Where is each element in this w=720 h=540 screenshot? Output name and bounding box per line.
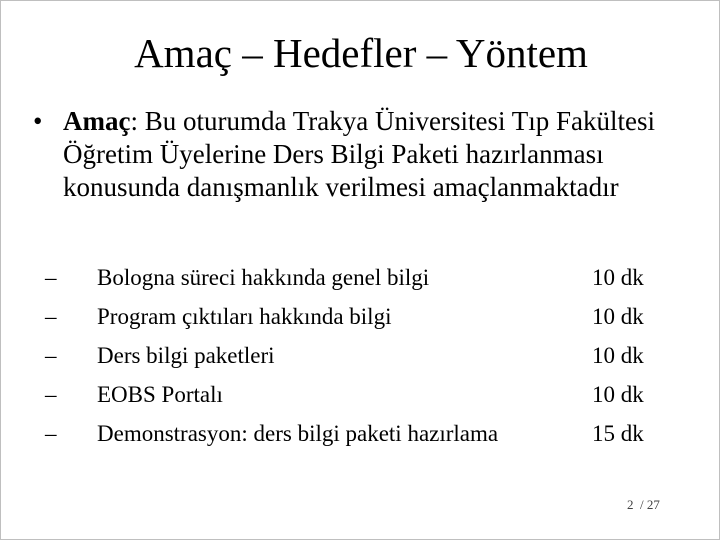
dash-marker: – xyxy=(45,421,57,446)
agenda-item-duration: 15 dk xyxy=(592,421,644,446)
main-bullet xyxy=(33,105,683,204)
bullet-symbol: • xyxy=(33,106,43,136)
dash-marker: – xyxy=(45,343,57,368)
main-bullet-label: Amaç xyxy=(63,106,131,136)
main-bullet-body: Bu oturumda Trakya Üniversitesi Tıp Fakültesi Öğretim Üyelerine Ders Bilgi Paketi hazırlanması konusunda danışmanlık verilmesi amaçlanmaktadır xyxy=(63,106,655,202)
agenda-item-duration: 10 dk xyxy=(592,265,644,290)
dash-marker: – xyxy=(45,304,57,329)
page-number: 2 xyxy=(627,497,634,512)
agenda-item xyxy=(45,263,685,302)
agenda-item-text: Demonstrasyon: ders bilgi paketi hazırlama xyxy=(97,421,499,446)
agenda-item xyxy=(45,419,685,458)
agenda-item xyxy=(45,341,685,380)
agenda-item-duration: 10 dk xyxy=(592,343,644,368)
agenda-item-duration: 10 dk xyxy=(592,304,644,329)
dash-marker: – xyxy=(45,382,57,407)
agenda-item-text: EOBS Portalı xyxy=(97,382,223,407)
agenda-item-duration: 10 dk xyxy=(592,382,644,407)
main-bullet-text xyxy=(63,105,683,204)
agenda-item xyxy=(45,302,685,341)
agenda-item-text: Bologna süreci hakkında genel bilgi xyxy=(97,265,430,290)
dash-marker: – xyxy=(45,265,57,290)
page-total: / 27 xyxy=(640,497,660,512)
agenda-item xyxy=(45,380,685,419)
agenda-list xyxy=(45,263,685,458)
agenda-item-text: Program çıktıları hakkında bilgi xyxy=(97,304,392,329)
page-indicator xyxy=(627,497,660,513)
agenda-item-text: Ders bilgi paketleri xyxy=(97,343,275,368)
slide-title: Amaç – Hedefler – Yöntem xyxy=(134,30,588,76)
main-bullet-separator: : xyxy=(130,106,138,136)
